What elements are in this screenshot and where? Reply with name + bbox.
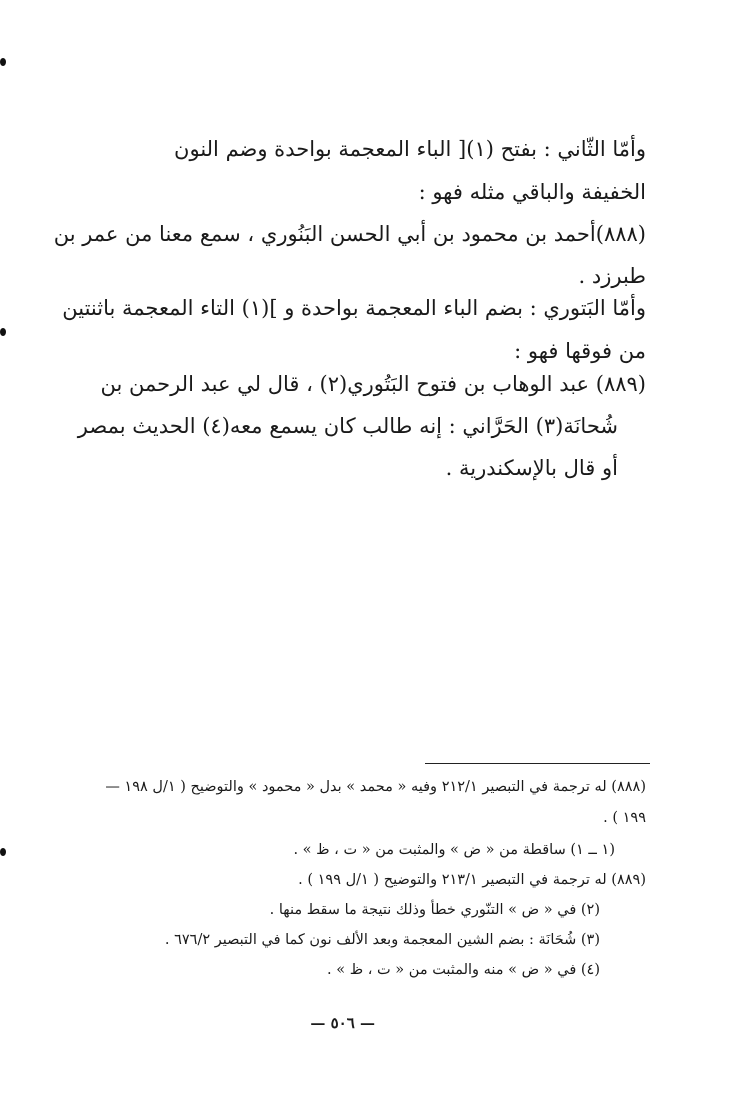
footnote-line: (٤) في « ض » منه والمثبت من « ت ، ظ » .: [327, 962, 600, 978]
footnote-separator: [425, 763, 650, 764]
main-line: (٨٨٩) عبد الوهاب بن فتوح البَتُوري(٢) ، قال لي عبد الرحمن بن: [100, 372, 646, 396]
main-line: وأمّا الثّاني : بفتح (١)[ الباء المعجمة بواحدة وضم النون: [174, 137, 646, 161]
main-line: الخفيفة والباقي مثله فهو :: [418, 180, 646, 204]
binding-mark-top: [0, 58, 6, 66]
footnote-line: (٨٨٩) له ترجمة في التبصير ٢١٣/١ والتوضيح ( ١/ل ١٩٩ ) .: [298, 872, 646, 888]
footnote-line: . ( ١٩٩: [603, 810, 646, 826]
binding-mark-middle: [0, 328, 6, 336]
footnote-line: (٢) في « ض » التنّوري خطأ وذلك نتيجة ما سقط منها .: [269, 902, 600, 918]
main-line: وأمّا البَتوري : بضم الباء المعجمة بواحدة و ](١) التاء المعجمة باثنتين: [62, 296, 646, 320]
main-line: من فوقها فهو :: [514, 339, 646, 363]
footnote-line: (٣) شُحَانَة : بضم الشين المعجمة وبعد الألف نون كما في التبصير ٦٧٦/٢ .: [164, 932, 600, 948]
main-line: (٨٨٨)أحمد بن محمود بن أبي الحسن البَنُوري ، سمع معنا من عمر بن: [53, 222, 646, 246]
main-line: أو قال بالإسكندرية .: [445, 456, 618, 480]
main-line: طبرزد .: [578, 264, 646, 288]
footnote-line: (١ ــ ١) ساقطة من « ض » والمثبت من « ت ، ظ » .: [293, 842, 615, 858]
page-number: — ٥٠٦ —: [310, 1014, 375, 1032]
binding-mark-bottom: [0, 848, 6, 856]
footnote-line: (٨٨٨) له ترجمة في التبصير ٢١٢/١ وفيه « محمد » بدل « محمود » والتوضيح ( ١/ل ١٩٨ —: [105, 779, 646, 795]
main-line: شُحانَة(٣) الحَرَّاني : إنه طالب كان يسمع معه(٤) الحديث بمصر: [77, 414, 618, 438]
